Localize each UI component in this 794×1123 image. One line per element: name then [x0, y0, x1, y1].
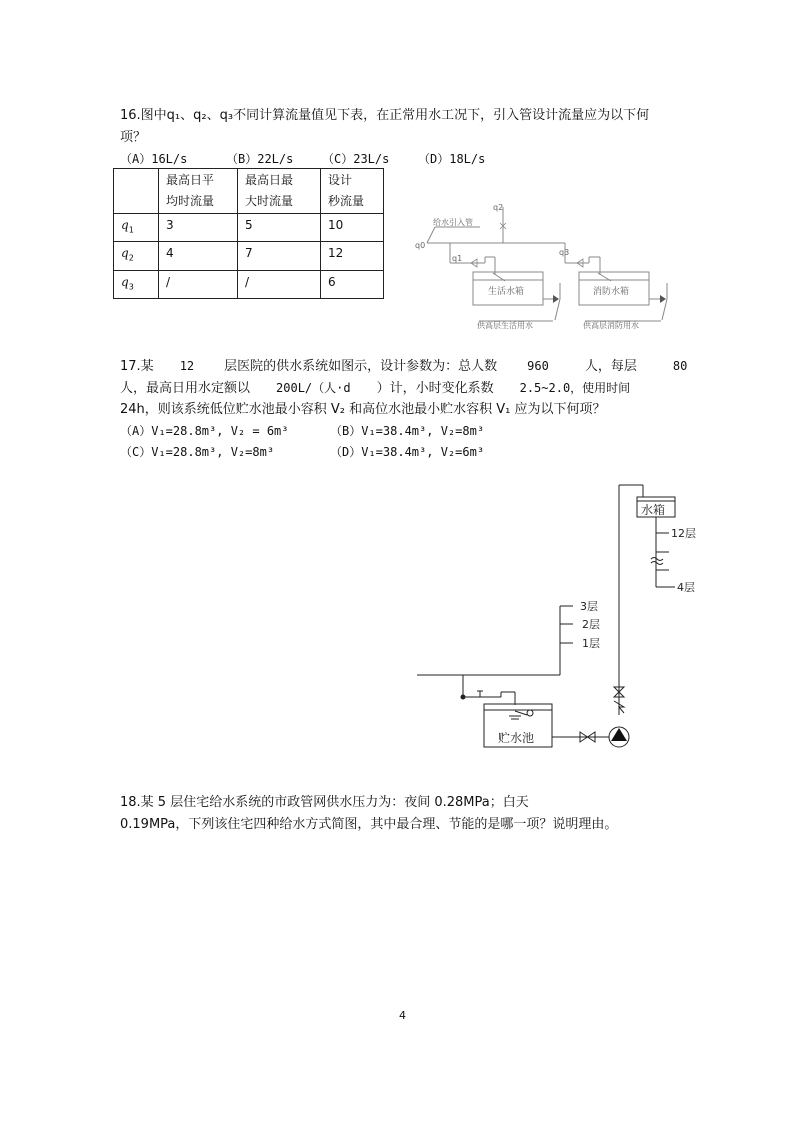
- text-run: 2.5~2.0，使用时间: [519, 381, 631, 395]
- row-label: $q_2$: [114, 242, 159, 270]
- header-text: 大时流量: [245, 194, 294, 208]
- table-row: [114, 242, 384, 270]
- q0-label: q0: [415, 241, 426, 250]
- q16-option-d: （D）18L/s: [418, 152, 486, 166]
- reservoir-label: 贮水池: [498, 731, 535, 745]
- q16-pipe-diagram: [405, 195, 685, 340]
- table-cell: 4: [159, 242, 238, 270]
- table-cell: 7: [238, 242, 321, 270]
- q17-stem-line3: 24h，则该系统低位贮水池最小容积 V₂ 和高位水池最小贮水容积 V₁ 应为以下何项？: [120, 402, 606, 417]
- q17-option-c: （C）V₁=28.8m³, V₂=8m³: [120, 445, 275, 459]
- text-run: 12: [179, 359, 195, 373]
- q3-label: q3: [559, 248, 570, 257]
- q16-option-b: （B）22L/s: [226, 152, 294, 166]
- flow-table: [113, 168, 384, 299]
- q17-stem-line2: [120, 378, 630, 399]
- text-run: 17.某: [120, 359, 154, 374]
- q16-option-c: （C）23L/s: [322, 152, 390, 166]
- page-number: 4: [399, 1009, 406, 1022]
- q16-option-a: （A）16L/s: [120, 152, 188, 166]
- q17-option-a: （A）V₁=28.8m³, V₂ = 6m³: [120, 424, 289, 438]
- q2-label: q2: [493, 203, 504, 212]
- text-run: 人，每层: [584, 359, 637, 374]
- q17-option-d: （D）V₁=38.4m³, V₂=6m³: [330, 445, 485, 459]
- tank-domestic-label: 生活水箱: [488, 287, 525, 297]
- table-header-max: [238, 169, 321, 214]
- q17-option-b: （B）V₁=38.4m³, V₂=8m³: [330, 424, 485, 438]
- text-run: 960: [527, 359, 549, 373]
- outlet-domestic-label: 供高层生活用水: [477, 321, 533, 330]
- q16-stem-line2: 项？: [120, 130, 147, 145]
- floor-1-label: 1层: [582, 637, 600, 650]
- text-run: ）计，小时变化系数: [376, 381, 494, 396]
- outlet-fire-label: 供高层消防用水: [583, 321, 639, 330]
- header-text: 均时流量: [166, 194, 215, 208]
- table-cell: 3: [159, 214, 238, 242]
- table-cell: 5: [238, 214, 321, 242]
- text-run: 人，最高日用水定额以: [120, 381, 251, 396]
- q16-stem-line1: 16.图中q₁、q₂、q₃不同计算流量值见下表，在正常用水工况下，引入管设计流量应为以下何: [120, 108, 650, 123]
- floor-2-label: 2层: [582, 618, 600, 631]
- text-run: 200L/（人·d: [276, 381, 351, 395]
- table-cell: 12: [321, 242, 384, 270]
- tank-fire-label: 消防水箱: [593, 287, 630, 297]
- row-label: $q_3$: [114, 270, 159, 298]
- table-cell: 10: [321, 214, 384, 242]
- header-text: 最高日最: [245, 173, 294, 187]
- q18-stem-line1: 18.某 5 层住宅给水系统的市政管网供水压力为：夜间 0.28MPa；白天: [120, 795, 529, 810]
- floor-3-label: 3层: [580, 600, 598, 613]
- table-header-empty: [114, 169, 159, 214]
- q17-stem-line1: [120, 356, 687, 377]
- rooftop-tank-label: 水箱: [641, 503, 666, 517]
- q1-label: q1: [452, 254, 463, 263]
- row-label: $q_1$: [114, 214, 159, 242]
- table-row: [114, 270, 384, 298]
- inlet-label: 给水引入管: [433, 218, 473, 227]
- header-text: 秒流量: [328, 194, 365, 208]
- header-text: 最高日平: [166, 173, 215, 187]
- floor-12-label: 12层: [671, 527, 696, 540]
- text-run: 层医院的供水系统如图示，设计参数为：总人数: [224, 359, 498, 374]
- q17-system-diagram: [405, 475, 705, 765]
- table-row: [114, 214, 384, 242]
- table-header-row: [114, 169, 384, 214]
- q18-stem-line2: 0.19MPa，下列该住宅四种给水方式简图，其中最合理、节能的是哪一项？说明理由。: [120, 817, 618, 832]
- table-cell: /: [159, 270, 238, 298]
- table-header-design: [321, 169, 384, 214]
- table-header-avg: [159, 169, 238, 214]
- text-run: 80: [672, 359, 688, 373]
- header-text: 设计: [328, 173, 353, 187]
- table-cell: /: [238, 270, 321, 298]
- table-cell: 6: [321, 270, 384, 298]
- floor-4-label: 4层: [677, 581, 695, 594]
